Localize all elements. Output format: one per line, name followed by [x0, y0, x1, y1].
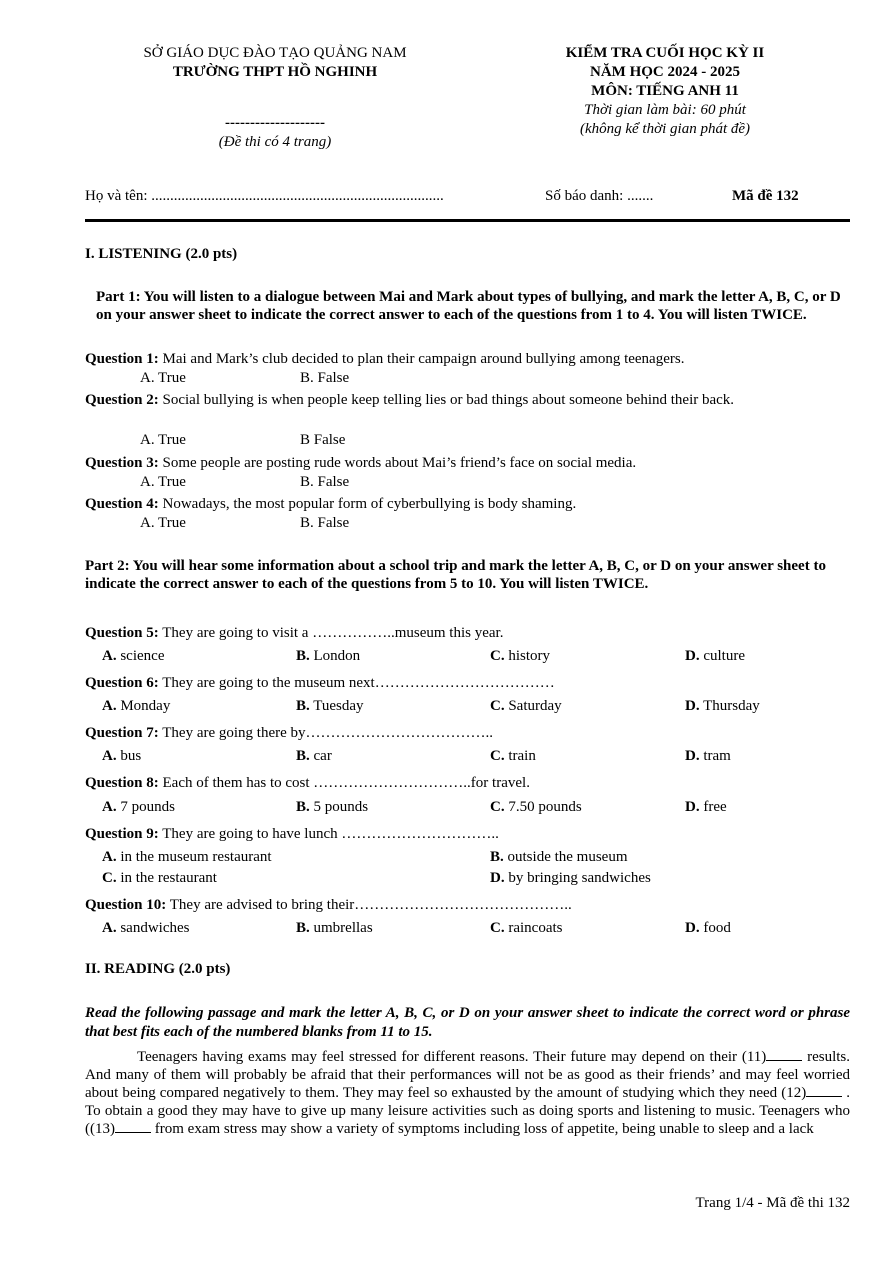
reading-instruction: Read the following passage and mark the letter A, B, C, or D on your answer sheet to indicate the correct word or phrase that best fits each of the numbered blanks from 11 to 15. — [85, 1005, 850, 1040]
q9-options-row2 — [85, 870, 850, 890]
option-b: B. London — [296, 648, 361, 664]
q1-option-b: B. False — [300, 370, 350, 386]
question-text: Social bullying is when people keep telling lies or bad things about someone behind their back. — [158, 392, 735, 408]
option-a: A. 7 pounds — [102, 799, 175, 815]
passage-text: results. And many of them will probably be afraid that their performances will not be as good as their friends’ and may feel worried about being compared negatively to them. They may feel so exhausted by the amount of studying which they need — [85, 1049, 850, 1101]
question-label: Question 6: — [85, 675, 159, 691]
q9-options-row1 — [85, 849, 850, 869]
question-label: Question 5: — [85, 625, 159, 641]
option-c: C. Saturday — [490, 698, 562, 714]
option-b: B. 5 pounds — [296, 799, 369, 815]
option-a: A. sandwiches — [102, 920, 190, 936]
option-c: C. in the restaurant — [102, 870, 217, 886]
reading-title: II. READING (2.0 pts) — [85, 961, 231, 977]
blank-11 — [766, 1048, 802, 1061]
reading-passage — [85, 1048, 850, 1138]
question-text: Each of them has to cost …………………………..for travel. — [158, 775, 530, 791]
question-label: Question 2: — [85, 392, 159, 408]
q6-options — [85, 698, 850, 718]
question-label: Question 9: — [85, 826, 159, 842]
q7-options — [85, 748, 850, 768]
option-d: D. food — [685, 920, 731, 936]
option-d: D. Thursday — [685, 698, 760, 714]
question-text: They are going there by……………………………….. — [158, 725, 494, 741]
q4-option-a: A. True — [140, 515, 186, 531]
blank-number: (12) — [781, 1085, 807, 1101]
blank-12 — [806, 1084, 842, 1097]
option-a: A. Monday — [102, 698, 171, 714]
blank-number: (11) — [741, 1049, 767, 1065]
question-1 — [85, 350, 850, 368]
option-a: A. science — [102, 648, 165, 664]
header-left — [85, 44, 465, 152]
question-4 — [85, 495, 850, 513]
subject: MÔN: TIẾNG ANH 11 — [591, 83, 739, 99]
question-8 — [85, 774, 850, 792]
option-c: C. history — [490, 648, 551, 664]
q8-options — [85, 799, 850, 819]
question-text: They are going to have lunch ………………………….. — [158, 826, 499, 842]
passage-text: Teenagers having exams may feel stressed for different reasons. Their future may depend on their — [137, 1049, 742, 1065]
school-year: NĂM HỌC 2024 - 2025 — [590, 64, 740, 80]
option-c: C. raincoats — [490, 920, 563, 936]
exam-code: Mã đề 132 — [732, 188, 799, 204]
question-label: Question 10: — [85, 897, 167, 913]
option-c: C. 7.50 pounds — [490, 799, 582, 815]
q1-option-a: A. True — [140, 370, 186, 386]
name-line: Họ và tên: .............................................................................. — [85, 188, 444, 204]
option-b: B. outside the museum — [490, 849, 628, 865]
passage-text: . To obtain a good they may have to give up many leisure activities such as doing sports and listening to music. Teenagers who ( — [85, 1085, 851, 1137]
q3-option-b: B. False — [300, 474, 350, 490]
option-d: D. culture — [685, 648, 745, 664]
question-text: They are going to the museum next……………………………… — [158, 675, 555, 691]
question-7 — [85, 724, 850, 742]
exam-time-note: (không kể thời gian phát đề) — [579, 121, 751, 137]
option-d: D. free — [685, 799, 727, 815]
school-name: TRƯỜNG THPT HỒ NGHINH — [172, 64, 378, 80]
option-d: D. tram — [685, 748, 731, 764]
question-text: They are advised to bring their…………………………………….. — [166, 897, 572, 913]
question-text: Nowadays, the most popular form of cyberbullying is body shaming. — [158, 496, 577, 512]
option-b: B. Tuesday — [296, 698, 364, 714]
question-label: Question 1: — [85, 351, 159, 367]
exam-time: Thời gian làm bài: 60 phút — [584, 102, 746, 118]
question-9 — [85, 825, 850, 843]
q5-options — [85, 648, 850, 668]
question-label: Question 3: — [85, 455, 159, 471]
question-text: Some people are posting rude words about Mai’s friend’s face on social media. — [158, 455, 637, 471]
option-d: D. by bringing sandwiches — [490, 870, 651, 886]
page-footer: Trang 1/4 - Mã đề thi 132 — [695, 1195, 850, 1211]
option-c: C. train — [490, 748, 536, 764]
question-10 — [85, 896, 850, 914]
question-text: Mai and Mark’s club decided to plan their campaign around bullying among teenagers. — [158, 351, 685, 367]
header-divider — [85, 219, 850, 222]
option-b: B. umbrellas — [296, 920, 373, 936]
candidate-number: Số báo danh: ....... — [545, 188, 654, 204]
blank-13 — [115, 1120, 151, 1133]
blank-number: (13) — [90, 1121, 115, 1137]
header-dashes: -------------------- — [225, 115, 325, 131]
q4-option-b: B. False — [300, 515, 350, 531]
question-label: Question 7: — [85, 725, 159, 741]
department-name: SỞ GIÁO DỤC ĐÀO TẠO QUẢNG NAM — [143, 45, 407, 61]
q10-options — [85, 920, 850, 940]
option-b: B. car — [296, 748, 332, 764]
option-a: A. in the museum restaurant — [102, 849, 272, 865]
question-3 — [85, 454, 850, 472]
option-a: A. bus — [102, 748, 142, 764]
question-label: Question 4: — [85, 496, 159, 512]
question-6 — [85, 674, 850, 692]
header-right — [500, 44, 830, 139]
question-5 — [85, 624, 850, 642]
exam-title: KIỂM TRA CUỐI HỌC KỲ II — [565, 45, 765, 61]
question-label: Question 8: — [85, 775, 159, 791]
q2-option-b: B False — [300, 432, 346, 448]
q3-option-a: A. True — [140, 474, 186, 490]
question-text: They are going to visit a ……………..museum this year. — [158, 625, 504, 641]
passage-text: from exam stress may show a variety of symptoms including loss of appetite, being unable to sleep and a lack — [151, 1121, 814, 1137]
part1-instruction: Part 1: You will listen to a dialogue between Mai and Mark about types of bullying, and mark the letter A, B, C, or D on your answer sheet to indicate the correct answer to each of the questions from 1 to 4. You will listen TWICE. — [96, 289, 841, 323]
question-2 — [85, 391, 850, 409]
listening-title: I. LISTENING (2.0 pts) — [85, 246, 238, 262]
part2-instruction: Part 2: You will hear some information about a school trip and mark the letter A, B, C, or D on your answer sheet to indicate the correct answer to each of the questions from 5 to 10. You will listen TWICE. — [85, 558, 826, 592]
pages-note: (Đề thi có 4 trang) — [218, 134, 332, 150]
q2-option-a: A. True — [140, 432, 186, 448]
